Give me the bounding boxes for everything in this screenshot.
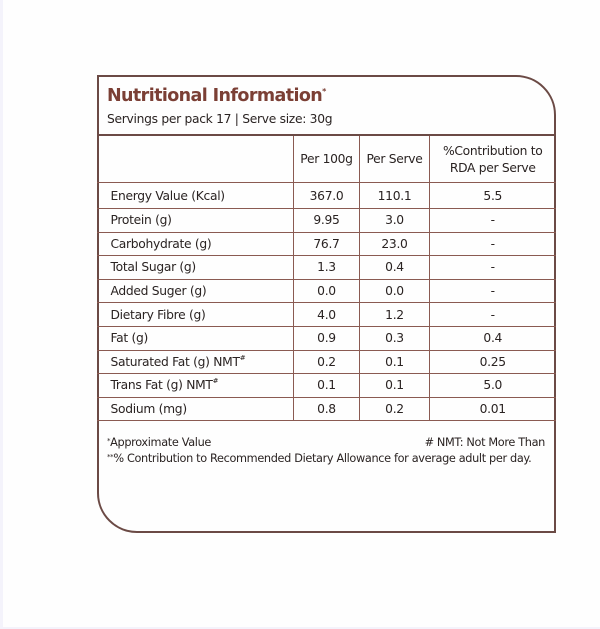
serving-info: Servings per pack 17 | Serve size: 30g: [107, 112, 333, 126]
header-per-serve: Per Serve: [360, 135, 430, 183]
nutrient-name-text: Energy Value (Kcal): [110, 188, 225, 203]
value-per-100g: 0.1: [294, 374, 360, 398]
label-title: [107, 86, 326, 106]
nutrient-name: [97, 374, 294, 398]
nutrition-label: [97, 75, 556, 533]
nutrient-name-text: Total Sugar (g): [110, 260, 196, 275]
table-row: [97, 374, 556, 398]
value-rda: -: [430, 256, 556, 280]
table-row: [97, 279, 556, 303]
value-rda: 0.01: [430, 397, 556, 421]
table-row: [97, 303, 556, 327]
nutrient-name-text: Sodium (mg): [110, 402, 187, 417]
nutrient-name-text: Dietary Fibre (g): [110, 307, 206, 322]
table-row: [97, 350, 556, 374]
title-asterisk: *: [322, 87, 327, 96]
table-row: [97, 397, 556, 421]
nutrient-name: [97, 209, 294, 233]
nutrient-name: [97, 350, 294, 374]
value-per-serve: 23.0: [360, 232, 430, 256]
value-per-100g: 0.8: [294, 397, 360, 421]
nutrient-name-text: Trans Fat (g) NMT: [110, 378, 213, 393]
table-row: [97, 232, 556, 256]
nmt-mark: #: [239, 353, 246, 362]
page-edge-left: [0, 0, 3, 629]
value-per-serve: 0.1: [360, 350, 430, 374]
footnote-nmt: # NMT: Not More Than: [424, 436, 545, 449]
footnote-approx: [107, 435, 211, 451]
nutrient-name: [97, 256, 294, 280]
nutrient-name: [97, 326, 294, 350]
value-per-serve: 0.3: [360, 326, 430, 350]
nmt-mark: #: [212, 377, 219, 386]
value-per-100g: 0.9: [294, 326, 360, 350]
value-per-100g: 0.0: [294, 279, 360, 303]
nutrient-name-text: Added Suger (g): [110, 284, 207, 299]
value-per-100g: 9.95: [294, 209, 360, 233]
value-per-100g: 1.3: [294, 256, 360, 280]
value-rda: -: [430, 232, 556, 256]
label-title-text: Nutritional Information: [107, 86, 323, 106]
nutrient-name: [97, 279, 294, 303]
header-nutrient: [97, 135, 294, 183]
nutrient-name: [97, 232, 294, 256]
nutrient-name-text: Protein (g): [110, 213, 172, 228]
table-row: [97, 183, 556, 209]
value-rda: -: [430, 303, 556, 327]
table-row: [97, 209, 556, 233]
nutrient-name: [97, 303, 294, 327]
header-per-100g: Per 100g: [294, 135, 360, 183]
nutrient-name-text: Saturated Fat (g) NMT: [110, 354, 240, 369]
value-per-100g: 0.2: [294, 350, 360, 374]
value-per-serve: 110.1: [360, 183, 430, 209]
value-rda: 0.25: [430, 350, 556, 374]
footnote-rda: [107, 451, 545, 467]
footnote-approx-mark: *: [107, 437, 111, 445]
footnotes: [107, 435, 545, 466]
value-per-serve: 1.2: [360, 303, 430, 327]
footnote-approx-text: Approximate Value: [110, 436, 211, 449]
nutrient-name: [97, 397, 294, 421]
value-rda: 5.0: [430, 374, 556, 398]
value-rda: 5.5: [430, 183, 556, 209]
nutrition-table: [97, 134, 556, 421]
table-header-row: [97, 135, 556, 183]
value-per-100g: 367.0: [294, 183, 360, 209]
header-rda: %Contribution to RDA per Serve: [430, 135, 556, 183]
value-per-serve: 3.0: [360, 209, 430, 233]
nutrient-name-text: Fat (g): [110, 331, 149, 346]
value-per-serve: 0.1: [360, 374, 430, 398]
value-per-100g: 76.7: [294, 232, 360, 256]
value-per-100g: 4.0: [294, 303, 360, 327]
value-rda: -: [430, 209, 556, 233]
value-per-serve: 0.4: [360, 256, 430, 280]
nutrient-name: [97, 183, 294, 209]
value-per-serve: 0.0: [360, 279, 430, 303]
footnote-rda-text: % Contribution to Recommended Dietary Allowance for average adult per day.: [113, 451, 532, 465]
table-row: [97, 326, 556, 350]
value-per-serve: 0.2: [360, 397, 430, 421]
value-rda: 0.4: [430, 326, 556, 350]
nutrient-name-text: Carbohydrate (g): [110, 236, 212, 251]
table-row: [97, 256, 556, 280]
footnote-rda-mark: **: [107, 452, 114, 461]
value-rda: -: [430, 279, 556, 303]
